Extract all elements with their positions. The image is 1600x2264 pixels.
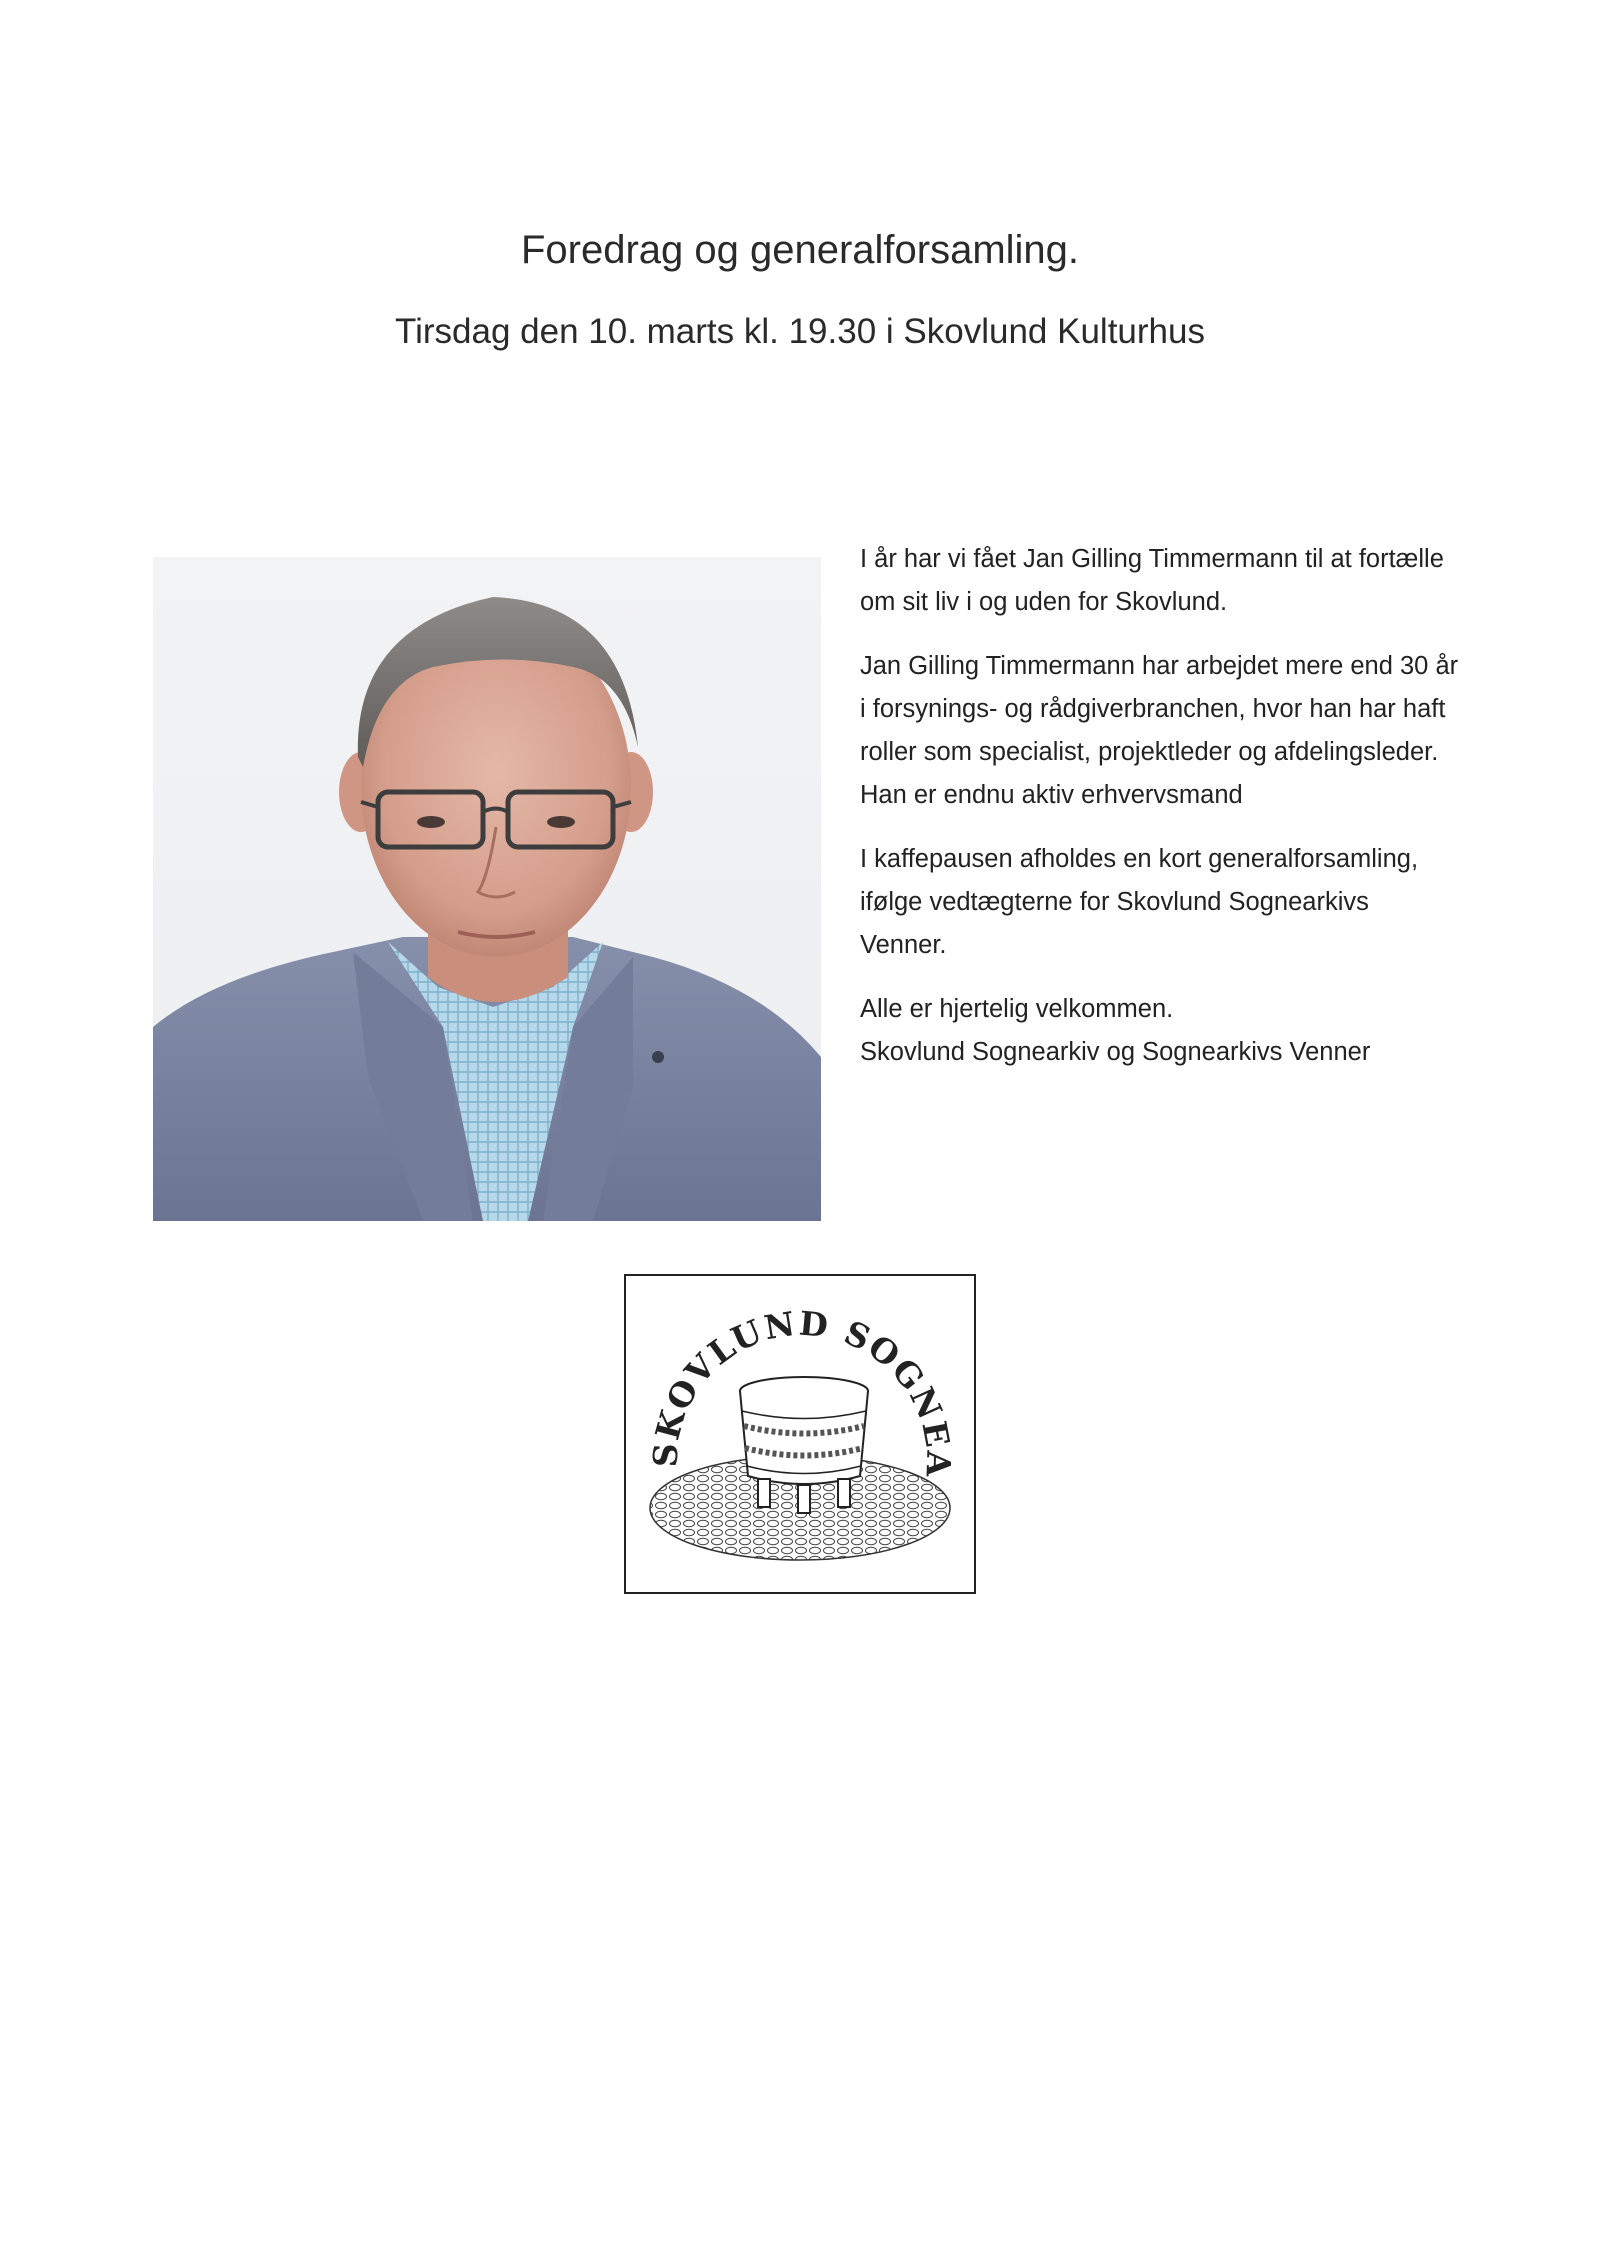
archive-logo xyxy=(624,1274,976,1594)
event-subtitle: Tirsdag den 10. marts kl. 19.30 i Skovlund Kulturhus xyxy=(395,312,1205,351)
article-body xyxy=(860,538,1460,1095)
welcome-line: Alle er hjertelig velkommen. xyxy=(860,995,1174,1023)
page-title: Foredrag og generalforsamling. xyxy=(520,228,1080,272)
speaker-photo xyxy=(153,557,821,1221)
signature-line: Skovlund Sognearkiv og Sognearkivs Venner xyxy=(860,1038,1371,1066)
bio-paragraph: Jan Gilling Timmermann har arbejdet mere end 30 år i forsynings- og rådgiverbranchen, hvor han har haft roller som specialist, projektleder og afdelingsleder. Han er endnu aktiv erhvervsmand xyxy=(860,652,1459,809)
svg-text:SKOVLUND SOGNEARKIV: SKOVLUND SOGNEA xyxy=(645,1303,959,1479)
meeting-paragraph: I kaffepausen afholdes en kort generalforsamling, ifølge vedtægterne for Skovlund Sognearkivs Venner. xyxy=(860,845,1419,959)
intro-paragraph: I år har vi fået Jan Gilling Timmermann til at fortælle om sit liv i og uden for Skovlund. xyxy=(860,545,1444,616)
closing-paragraph xyxy=(860,988,1460,1074)
